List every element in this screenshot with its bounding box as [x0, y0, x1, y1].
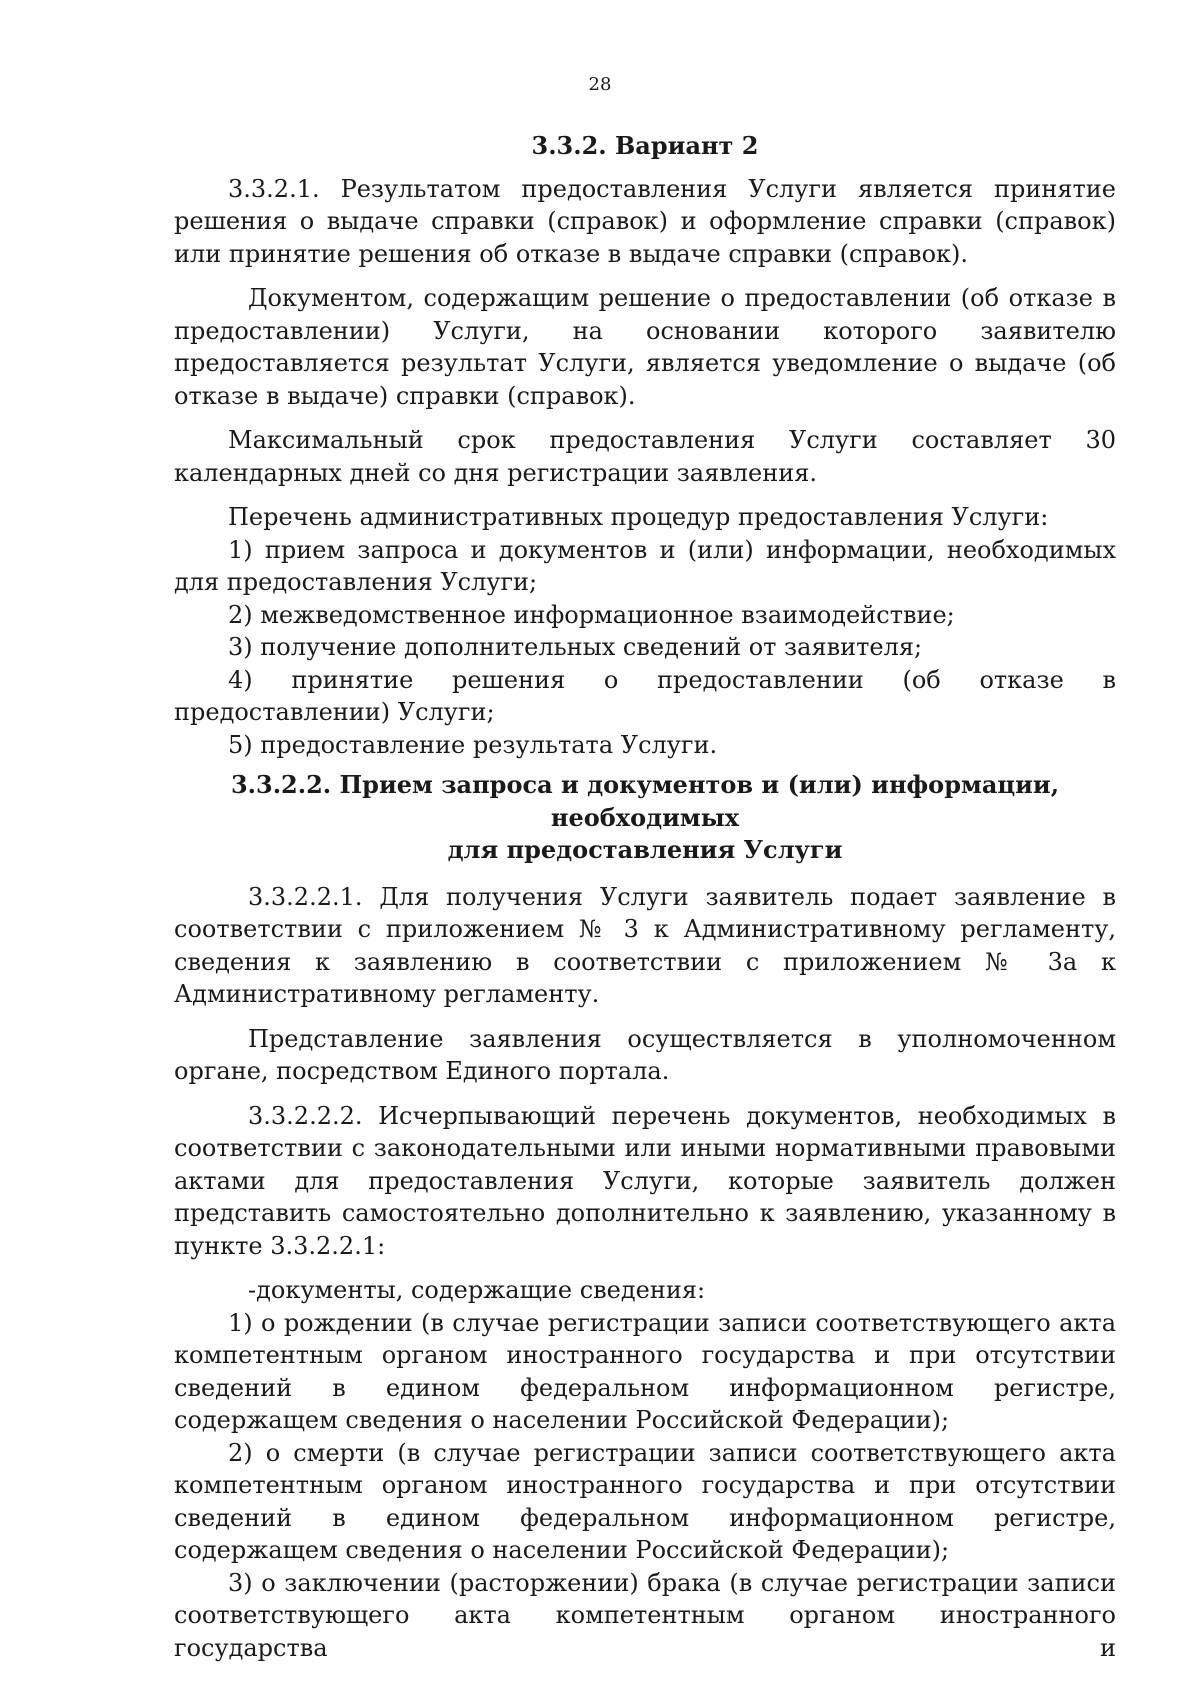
procedure-item: 5) предоставление результата Услуги.	[228, 730, 718, 759]
paragraph-3-3-2-1: 3.3.2.1. Результатом предоставления Услуги является принятие решения о выдаче справки (справок) и оформление справки (справок) или принятие решения об отказе в выдаче справки (справок).	[174, 174, 1116, 268]
page-number: 28	[588, 74, 612, 95]
procedure-item: 2) межведомственное информационное взаимодействие;	[228, 600, 955, 629]
document-item: 3) о заключении (расторжении) брака (в случае регистрации записи соответствующего акта компетентным органом иностранного государства и	[174, 1568, 1116, 1662]
section-title: 3.3.2. Вариант 2	[531, 131, 759, 160]
procedures-intro: Перечень административных процедур предоставления Услуги:	[228, 503, 1049, 531]
subsection-title	[174, 769, 1116, 867]
paragraph-3-3-2-2-1: 3.3.2.2.1. Для получения Услуги заявитель подает заявление в соответствии с приложением № 3 к Административному регламенту, сведения к заявлению в соответствии с приложением № 3а к Административному регламенту.	[174, 882, 1116, 1008]
paragraph-max-term: Максимальный срок предоставления Услуги составляет 30 календарных дней со дня регистрации заявления.	[174, 426, 1116, 487]
paragraph-result-document: Документом, содержащим решение о предоставлении (об отказе в предоставлении) Услуги, на основании которого заявителю предоставляется результат Услуги, является уведомление о выдаче (об отказе в выдаче) справки (справок).	[174, 284, 1116, 410]
document-item: 1) о рождении (в случае регистрации записи соответствующего акта компетентным органом иностранного государства и при отсутствии сведений в едином федеральном информационном регистре, содержащем сведения о населении Российской Федерации);	[174, 1308, 1116, 1434]
subsection-title-line: 3.3.2.2. Прием запроса и документов и (или) информации, необходимых	[230, 770, 1060, 832]
document-item: 2) о смерти (в случае регистрации записи соответствующего акта компетентным органом иностранного государства и при отсутствии сведений в едином федеральном информационном регистре, содержащем сведения о населении Российской Федерации);	[174, 1438, 1116, 1564]
procedure-item: 1) прием запроса и документов и (или) информации, необходимых для предоставления Услуги;	[174, 535, 1116, 596]
docs-intro: -документы, содержащие сведения:	[248, 1276, 706, 1304]
paragraph-submission: Представление заявления осуществляется в уполномоченном органе, посредством Единого портала.	[174, 1024, 1116, 1085]
procedure-item: 3) получение дополнительных сведений от заявителя;	[228, 633, 923, 661]
document-body	[174, 130, 1116, 1664]
paragraph-3-3-2-2-2: 3.3.2.2.2. Исчерпывающий перечень документов, необходимых в соответствии с законодательными или иными нормативными правовыми актами для предоставления Услуги, которые заявитель должен представить самостоятельно дополнительно к заявлению, указанному в пункте 3.3.2.2.1:	[174, 1101, 1116, 1260]
subsection-title-line: для предоставления Услуги	[447, 835, 843, 864]
procedure-item: 4) принятие решения о предоставлении (об отказе в предоставлении) Услуги;	[174, 665, 1116, 726]
